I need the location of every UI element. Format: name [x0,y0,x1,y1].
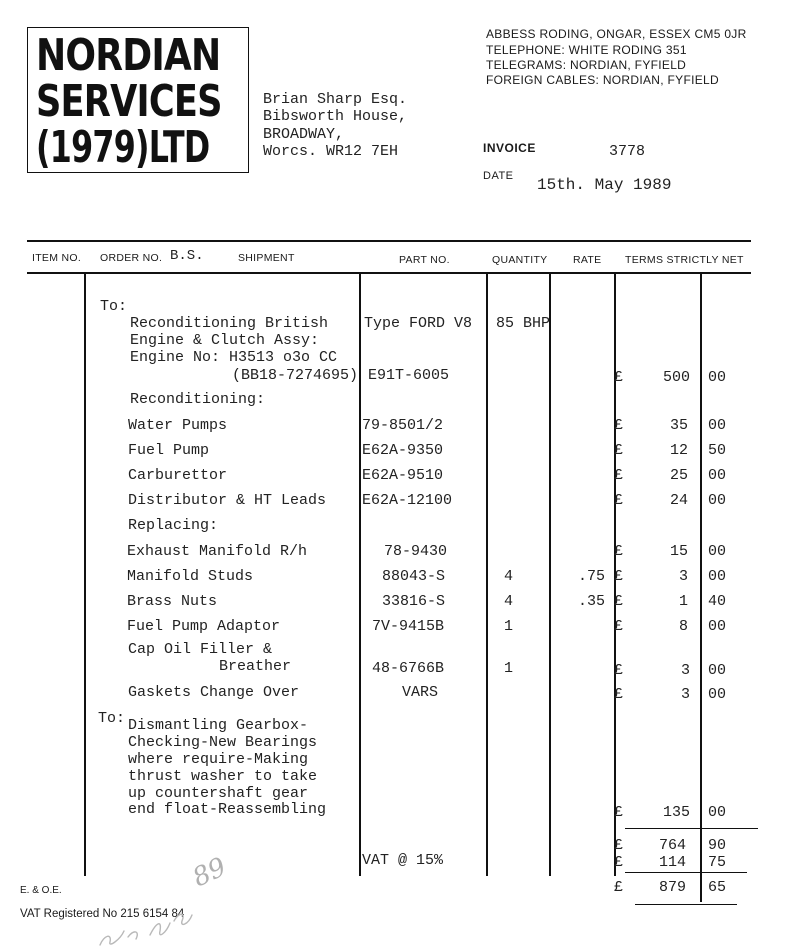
item-description: Replacing: [128,517,219,534]
item-pounds: 15 [669,543,688,560]
customer-address-2: BROADWAY, [263,126,345,143]
total-pounds: 879 [658,879,686,896]
eoe-note: E. & O.E. [20,885,62,896]
gaskets-desc: Gaskets Change Over [128,684,300,701]
company-telegrams: TELEGRAMS: NORDIAN, FYFIELD [486,58,687,72]
gaskets-currency: £ [614,686,624,703]
gearbox-line-1: Dismantling Gearbox- [128,717,309,734]
item-currency: £ [614,492,624,509]
vat-pounds: 114 [658,854,686,871]
table-row [0,542,806,562]
reconditioning-label: Reconditioning: [130,391,266,408]
item-part-no: 79-8501/2 [362,417,444,434]
col-divider-pence [700,272,702,902]
cap-line-1: Cap Oil Filler & [128,641,273,658]
item-description: Water Pumps [128,417,228,434]
item-quantity: 4 [504,568,514,585]
item-pence: 00 [708,543,727,560]
gearbox-pence: 00 [708,804,727,821]
cap-line-2: Breather [219,658,292,675]
intro-line-4: (BB18-7274695) [232,367,359,384]
item-part-no: E62A-12100 [362,492,453,509]
header-order-no: ORDER NO. [100,252,163,264]
logo-line-1: NORDIAN [36,30,221,81]
item-pounds: 8 [678,618,688,635]
item-pounds: 25 [669,467,688,484]
gaskets-pence: 00 [708,686,727,703]
item-description: Exhaust Manifold R/h [127,543,308,560]
gaskets-pounds: 3 [680,686,690,703]
total-rule [625,872,747,873]
item-part-no: E62A-9350 [362,442,444,459]
item-pounds: 3 [678,568,688,585]
item-currency: £ [614,417,624,434]
vat-label: VAT @ 15% [362,852,444,869]
table-row [0,466,806,486]
item-description: Brass Nuts [127,593,218,610]
gearbox-line-2: Checking-New Bearings [128,734,318,751]
logo-line-3: (1979)LTD [36,122,210,173]
company-cables: FOREIGN CABLES: NORDIAN, FYFIELD [486,73,719,87]
item-currency: £ [614,568,624,585]
intro-pounds: 500 [662,369,690,386]
order-no-value: B.S. [170,248,204,264]
table-row [0,567,806,587]
item-currency: £ [614,442,624,459]
intro-line-2: Engine & Clutch Assy: [130,332,320,349]
handwritten-number: 89 [188,852,231,894]
item-description: Manifold Studs [127,568,254,585]
customer-address-1: Bibsworth House, [263,108,408,125]
intro-currency: £ [614,369,624,386]
item-pence: 00 [708,568,727,585]
item-description: Fuel Pump [128,442,210,459]
intro-qty-1: 85 BHP [496,315,551,332]
gaskets-part: VARS [402,684,439,701]
item-part-no: 7V-9415B [372,618,445,635]
cap-qty: 1 [504,660,514,677]
gearbox-line-5: up countershaft gear [128,785,309,802]
company-logo [27,27,249,173]
item-quantity: 4 [504,593,514,610]
item-pence: 00 [708,492,727,509]
table-row [0,617,806,637]
item-description: Fuel Pump Adaptor [127,618,281,635]
intro-line-1: Reconditioning British [130,315,329,332]
intro-pence: 00 [708,369,727,386]
invoice-number: 3778 [609,143,646,160]
total-double-rule [635,904,737,905]
item-currency: £ [614,543,624,560]
gearbox-currency: £ [614,804,624,821]
gearbox-line-3: where require-Making [128,751,309,768]
intro-line-3: Engine No: H3513 o3o CC [130,349,338,366]
total-currency: £ [614,879,624,896]
total-pence: 65 [708,879,727,896]
table-row [0,416,806,436]
customer-name: Brian Sharp Esq. [263,91,408,108]
cap-pence: 00 [708,662,727,679]
header-bottom-rule [27,272,751,274]
item-description: Carburettor [128,467,228,484]
handwritten-note [90,845,250,950]
item-pence: 00 [708,467,727,484]
intro-part-1: Type FORD V8 [364,315,473,332]
item-quantity: 1 [504,618,514,635]
header-part-no: PART NO. [399,254,450,266]
item-rate: .35 [578,593,606,610]
company-telephone: TELEPHONE: WHITE RODING 351 [486,43,687,57]
item-rate: .75 [578,568,606,585]
item-part-no: 78-9430 [384,543,448,560]
table-row [0,516,806,536]
item-part-no: 88043-S [382,568,446,585]
logo-line-2: SERVICES [36,76,222,127]
table-row [0,592,806,612]
subtotal-pounds: 764 [658,837,686,854]
item-pounds: 35 [669,417,688,434]
vat-pence: 75 [708,854,727,871]
header-shipment: SHIPMENT [238,252,295,264]
header-terms: TERMS STRICTLY NET [625,254,744,266]
table-top-rule [27,240,751,242]
subtotal-rule [625,828,758,829]
cap-pounds: 3 [680,662,690,679]
item-currency: £ [614,593,624,610]
subtotal-pence: 90 [708,837,727,854]
vat-registration: VAT Registered No 215 6154 84 [20,908,185,920]
item-pounds: 1 [678,593,688,610]
header-item-no: ITEM NO. [32,252,82,264]
invoice-label: INVOICE [483,141,536,155]
item-pence: 50 [708,442,727,459]
to-label: To: [100,298,128,315]
header-quantity: QUANTITY [492,254,548,266]
table-row [0,491,806,511]
gearbox-line-6: end float-Reassembling [128,801,327,818]
item-pence: 40 [708,593,727,610]
item-currency: £ [614,618,624,635]
item-pounds: 12 [669,442,688,459]
item-part-no: E62A-9510 [362,467,444,484]
invoice-date: 15th. May 1989 [537,176,672,194]
intro-part-4: E91T-6005 [368,367,450,384]
vat-currency: £ [614,854,624,871]
item-description: Distributor & HT Leads [128,492,327,509]
subtotal-currency: £ [614,837,624,854]
table-row [0,441,806,461]
cap-currency: £ [614,662,624,679]
header-rate: RATE [573,254,602,266]
gearbox-line-4: thrust washer to take [128,768,318,785]
customer-address-3: Worcs. WR12 7EH [263,143,399,160]
item-part-no: 33816-S [382,593,446,610]
cap-part: 48-6766B [372,660,445,677]
item-pounds: 24 [669,492,688,509]
item-pence: 00 [708,417,727,434]
gearbox-pounds: 135 [662,804,690,821]
item-pence: 00 [708,618,727,635]
company-address-line: ABBESS RODING, ONGAR, ESSEX CM5 0JR [486,27,747,41]
gearbox-to-label: To: [98,710,126,727]
date-label: DATE [483,170,514,182]
item-currency: £ [614,467,624,484]
